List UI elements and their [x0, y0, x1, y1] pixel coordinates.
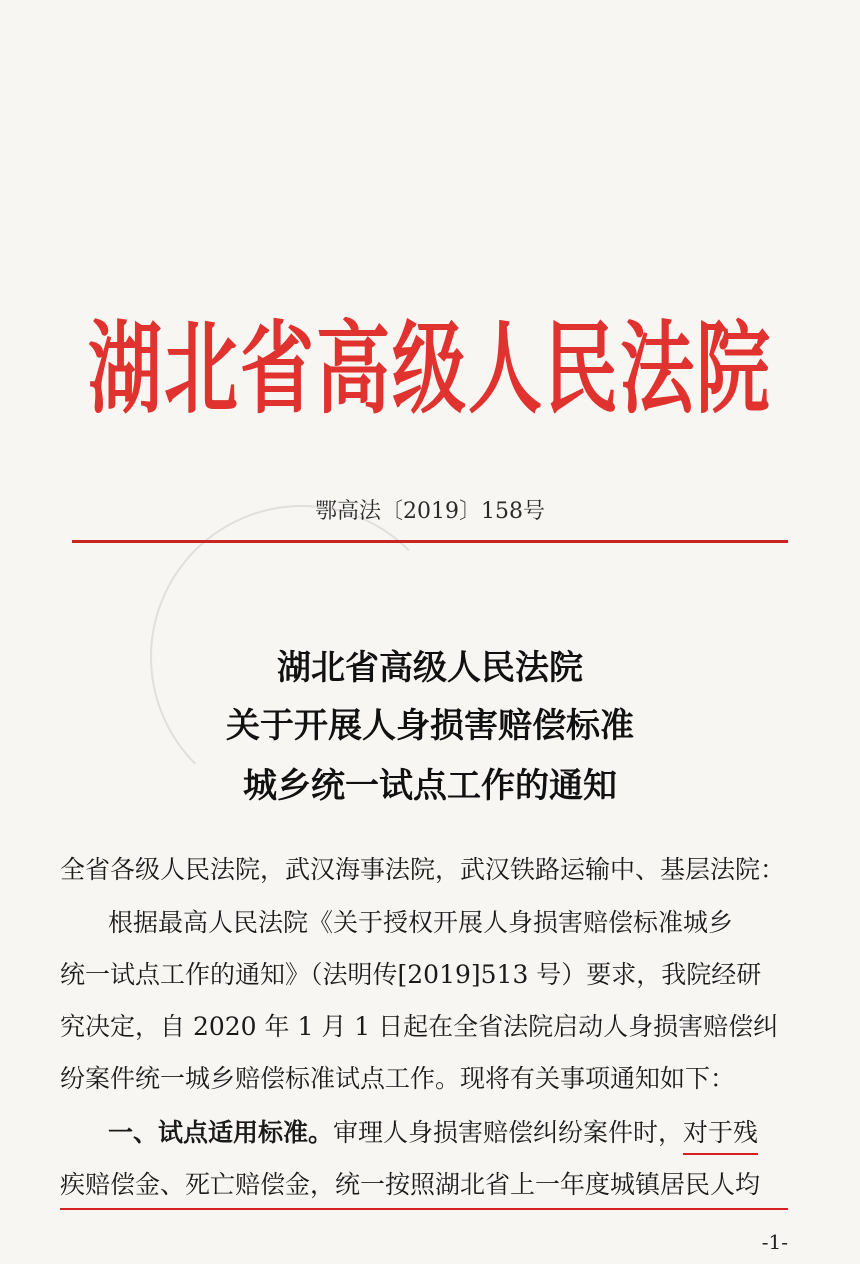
- letterhead-org-name: 湖北省高级人民法院: [88, 311, 772, 428]
- page-number: -1-: [761, 1230, 788, 1254]
- title-line-3: 城乡统一试点工作的通知: [243, 766, 617, 806]
- red-underline-mark: [60, 1208, 788, 1210]
- paragraph-line: 统一试点工作的通知》（法明传[2019]513 号）要求，我院经研: [60, 960, 762, 989]
- paragraph-line: 根据最高人民法院《关于授权开展人身损害赔偿标准城乡: [108, 908, 734, 937]
- addressee-line: 全省各级人民法院，武汉海事法院，武汉铁路运输中、基层法院：: [60, 855, 786, 884]
- section-1-heading: 一、试点适用标准。: [108, 1118, 334, 1147]
- title-line-2: 关于开展人身损害赔偿标准: [226, 706, 634, 746]
- paragraph-line: 究决定，自 2020 年 1 月 1 日起在全省法院启动人身损害赔偿纠: [60, 1012, 779, 1041]
- section-1-line-2: 疾赔偿金、死亡赔偿金，统一按照湖北省上一年度城镇居民人均: [60, 1170, 761, 1199]
- section-1-text: 审理人身损害赔偿纠纷案件时，: [333, 1118, 684, 1147]
- letterhead-red-rule: [72, 540, 788, 543]
- section-1-line: [108, 1118, 838, 1148]
- document-number: 鄂高法〔2019〕158号: [315, 499, 545, 524]
- section-1-underlined-text: 对于残: [683, 1118, 758, 1155]
- paragraph-line: 纷案件统一城乡赔偿标准试点工作。现将有关事项通知如下：: [60, 1064, 736, 1093]
- title-line-1: 湖北省高级人民法院: [277, 648, 583, 688]
